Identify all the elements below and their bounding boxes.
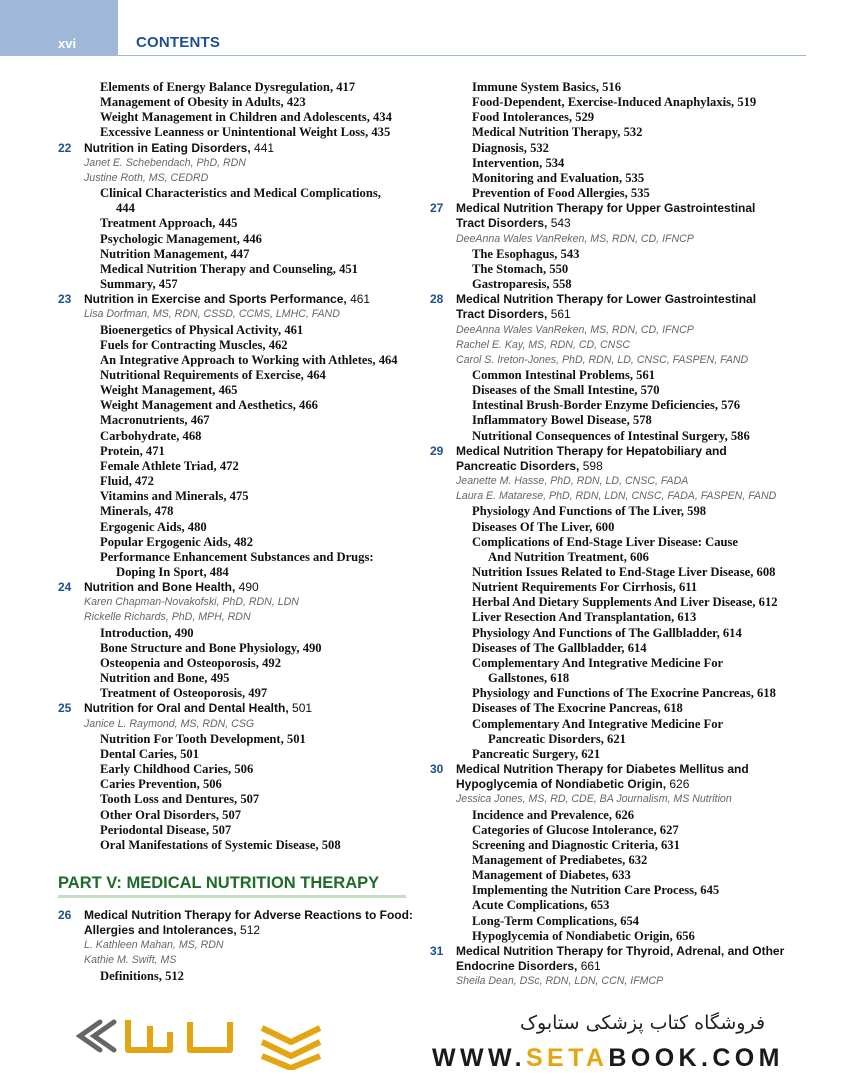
- chapter-author: DeeAnna Wales VanReken, MS, RDN, CD, IFNCP: [456, 232, 694, 245]
- toc-entry[interactable]: Ergogenic Aids, 480: [100, 519, 207, 534]
- toc-entry[interactable]: Popular Ergogenic Aids, 482: [100, 534, 254, 549]
- chapter-number: 29: [430, 443, 444, 458]
- toc-entry[interactable]: Management of Diabetes, 633: [472, 868, 631, 883]
- toc-entry[interactable]: Complementary And Integrative Medicine For: [472, 716, 724, 731]
- chapter-author: Justine Roth, MS, CEDRD: [84, 171, 209, 184]
- toc-entry[interactable]: Performance Enhancement Substances and Drugs:: [100, 549, 374, 564]
- chapter-page: 561: [547, 307, 571, 322]
- setabook-logo: [70, 1010, 245, 1076]
- chapter-title: Medical Nutrition Therapy for Hepatobiliary and: [456, 443, 727, 458]
- toc-entry[interactable]: The Stomach, 550: [472, 261, 569, 276]
- chapter-title: Hypoglycemia of Nondiabetic Origin,: [456, 777, 667, 792]
- toc-entry[interactable]: Macronutrients, 467: [100, 413, 210, 428]
- chapter-title: Allergies and Intolerances,: [84, 923, 237, 938]
- toc-entry[interactable]: Other Oral Disorders, 507: [100, 807, 242, 822]
- toc-entry[interactable]: Herbal And Dietary Supplements And Liver Disease, 612: [472, 595, 778, 610]
- toc-entry[interactable]: Treatment Approach, 445: [100, 216, 238, 231]
- toc-entry[interactable]: Management of Obesity in Adults, 423: [100, 95, 306, 110]
- toc-entry[interactable]: Intervention, 534: [472, 155, 565, 170]
- chapter-author: DeeAnna Wales VanReken, MS, RDN, CD, IFNCP: [456, 323, 694, 336]
- toc-entry[interactable]: Definitions, 512: [100, 968, 184, 983]
- toc-entry[interactable]: Pancreatic Disorders, 621: [488, 731, 626, 746]
- shop-url[interactable]: [432, 1044, 784, 1073]
- chapter-title: Endocrine Disorders,: [456, 959, 578, 974]
- toc-entry[interactable]: Vitamins and Minerals, 475: [100, 489, 249, 504]
- chapter-heading[interactable]: [58, 141, 418, 156]
- chapter-title: Medical Nutrition Therapy for Adverse Reactions to Food:: [84, 907, 413, 922]
- toc-entry[interactable]: Nutrient Requirements For Cirrhosis, 611: [472, 580, 698, 595]
- toc-entry[interactable]: Excessive Leanness or Unintentional Weight Loss, 435: [100, 125, 391, 140]
- toc-left-column: [58, 80, 418, 984]
- toc-entry[interactable]: Doping In Sport, 484: [116, 565, 229, 579]
- toc-entry[interactable]: Weight Management and Aesthetics, 466: [100, 398, 318, 413]
- toc-entry[interactable]: Common Intestinal Problems, 561: [472, 367, 656, 382]
- toc-entry[interactable]: Minerals, 478: [100, 504, 174, 519]
- chapter-heading[interactable]: [430, 307, 800, 322]
- toc-entry[interactable]: Diseases of the Small Intestine, 570: [472, 383, 660, 398]
- chapter-number: 22: [58, 140, 72, 155]
- toc-entry[interactable]: Oral Manifestations of Systemic Disease, 508: [100, 837, 341, 852]
- toc-entry[interactable]: Periodontal Disease, 507: [100, 822, 232, 837]
- toc-entry[interactable]: Monitoring and Evaluation, 535: [472, 170, 645, 185]
- toc-entry[interactable]: Nutritional Consequences of Intestinal Surgery, 586: [472, 428, 750, 443]
- toc-entry[interactable]: The Esophagus, 543: [472, 246, 580, 261]
- chapter-author: Karen Chapman-Novakofski, PhD, RDN, LDN: [84, 596, 299, 609]
- chapter-page: 543: [547, 216, 571, 231]
- part-heading: PART V: MEDICAL NUTRITION THERAPY: [58, 873, 380, 892]
- chapter-title: Nutrition and Bone Health,: [84, 580, 236, 595]
- chapter-heading[interactable]: [58, 701, 418, 716]
- chapter-author: Carol S. Ireton-Jones, PhD, RDN, LD, CNSC, FASPEN, FAND: [456, 353, 749, 366]
- chapter-author: Janice L. Raymond, MS, RDN, CSG: [84, 717, 255, 730]
- toc-entry[interactable]: Carbohydrate, 468: [100, 428, 202, 443]
- toc-entry[interactable]: Medical Nutrition Therapy and Counseling, 451: [100, 261, 358, 276]
- toc-entry[interactable]: Liver Resection And Transplantation, 613: [472, 610, 697, 625]
- toc-entry[interactable]: Introduction, 490: [100, 625, 194, 640]
- toc-entry[interactable]: Bioenergetics of Physical Activity, 461: [100, 322, 304, 337]
- toc-entry[interactable]: Caries Prevention, 506: [100, 777, 222, 792]
- chapter-page: 501: [288, 701, 313, 716]
- book-stack-icon: [256, 1018, 326, 1070]
- chapter-heading[interactable]: [430, 959, 800, 974]
- toc-entry[interactable]: Gallstones, 618: [488, 671, 570, 686]
- chapter-number: 23: [58, 292, 72, 307]
- toc-entry[interactable]: Physiology and Functions of The Exocrine Pancreas, 618: [472, 686, 776, 701]
- toc-entry[interactable]: Diseases of The Exocrine Pancreas, 618: [472, 701, 683, 716]
- chapter-number: 31: [430, 943, 444, 958]
- part-rule: [58, 895, 406, 898]
- chapter-author: L. Kathleen Mahan, MS, RDN: [84, 939, 224, 952]
- chapter-author: Laura E. Matarese, PhD, RDN, LDN, CNSC, FADA, FASPEN, FAND: [456, 490, 777, 503]
- chapter-heading[interactable]: [58, 580, 418, 595]
- chapter-heading[interactable]: [430, 944, 800, 959]
- chapter-number: 30: [430, 762, 444, 777]
- toc-entry[interactable]: Complementary And Integrative Medicine For: [472, 655, 724, 670]
- toc-entry[interactable]: Fluid, 472: [100, 474, 154, 489]
- toc-entry[interactable]: Management of Prediabetes, 632: [472, 852, 648, 867]
- toc-entry[interactable]: Protein, 471: [100, 443, 165, 458]
- chapter-number: 25: [58, 701, 72, 716]
- chapter-author: Kathie M. Swift, MS: [84, 954, 177, 967]
- chapter-heading[interactable]: [430, 201, 800, 216]
- url-highlight: SETA: [525, 1044, 609, 1072]
- toc-right-column: [430, 80, 800, 989]
- chapter-heading[interactable]: [58, 292, 418, 307]
- toc-entry[interactable]: Diseases of The Gallbladder, 614: [472, 640, 647, 655]
- chapter-author: Sheila Dean, DSc, RDN, LDN, CCN, IFMCP: [456, 975, 664, 988]
- chapter-title: Tract Disorders,: [456, 216, 548, 231]
- chapter-number: 27: [430, 201, 444, 216]
- chapter-author: Janet E. Schebendach, PhD, RDN: [84, 156, 246, 169]
- toc-entry[interactable]: Incidence and Prevalence, 626: [472, 807, 635, 822]
- toc-entry[interactable]: Clinical Characteristics and Medical Complications,: [100, 186, 381, 201]
- toc-entry[interactable]: Tooth Loss and Dentures, 507: [100, 792, 260, 807]
- chapter-title: Nutrition in Exercise and Sports Performance,: [84, 292, 347, 307]
- toc-entry[interactable]: And Nutrition Treatment, 606: [488, 549, 649, 564]
- toc-entry[interactable]: Psychologic Management, 446: [100, 231, 262, 246]
- chapter-author: Jeanette M. Hasse, PhD, RDN, LD, CNSC, FADA: [456, 475, 689, 488]
- toc-entry[interactable]: Nutrition and Bone, 495: [100, 671, 230, 686]
- toc-entry[interactable]: Diagnosis, 532: [472, 140, 549, 155]
- url-suffix: BOOK.COM: [608, 1044, 784, 1072]
- chapter-page: 490: [235, 580, 259, 595]
- chapter-title: Nutrition in Eating Disorders,: [84, 140, 251, 155]
- toc-entry[interactable]: Nutrition Management, 447: [100, 246, 250, 261]
- toc-entry[interactable]: Nutrition For Tooth Development, 501: [100, 731, 306, 746]
- toc-entry[interactable]: Hypoglycemia of Nondiabetic Origin, 656: [472, 928, 695, 943]
- toc-entry[interactable]: Female Athlete Triad, 472: [100, 458, 239, 473]
- toc-entry[interactable]: Medical Nutrition Therapy, 532: [472, 125, 643, 140]
- chapter-page: 461: [346, 292, 371, 307]
- toc-entry[interactable]: 444: [116, 201, 135, 216]
- chapter-page: 512: [236, 923, 261, 938]
- chapter-number: 28: [430, 292, 444, 307]
- url-prefix: WWW.: [432, 1044, 526, 1072]
- toc-entry[interactable]: Diseases Of The Liver, 600: [472, 519, 615, 534]
- logo-glyph-path: [128, 1020, 230, 1050]
- toc-entry[interactable]: Elements of Energy Balance Dysregulation, 417: [100, 80, 356, 94]
- chapter-heading[interactable]: [430, 292, 800, 307]
- chapter-author: Rachel E. Kay, MS, RDN, CD, CNSC: [456, 338, 631, 351]
- chapter-title: Medical Nutrition Therapy for Lower Gastrointestinal: [456, 292, 757, 307]
- toc-entry[interactable]: Weight Management in Children and Adolescents, 434: [100, 110, 392, 125]
- chapter-title: Nutrition for Oral and Dental Health,: [84, 701, 289, 716]
- toc-entry[interactable]: Fuels for Contracting Muscles, 462: [100, 337, 288, 352]
- toc-entry[interactable]: Inflammatory Bowel Disease, 578: [472, 413, 652, 428]
- page-number: xvi: [58, 36, 77, 51]
- chapter-title: Medical Nutrition Therapy for Upper Gastrointestinal: [456, 201, 756, 216]
- chapter-author: Rickelle Richards, PhD, MPH, RDN: [84, 611, 251, 624]
- chapter-title: Medical Nutrition Therapy for Diabetes Mellitus and: [456, 762, 749, 777]
- header-rule: [118, 55, 806, 56]
- toc-entry[interactable]: Food Intolerances, 529: [472, 110, 595, 125]
- toc-entry[interactable]: Early Childhood Caries, 506: [100, 762, 254, 777]
- chapter-title: Tract Disorders,: [456, 307, 548, 322]
- toc-entry[interactable]: Dental Caries, 501: [100, 746, 199, 761]
- toc-entry[interactable]: Physiology And Functions of The Gallbladder, 614: [472, 625, 742, 640]
- chapter-heading[interactable]: [58, 908, 418, 923]
- chapter-author: Lisa Dorfman, MS, RDN, CSSD, CCMS, LMHC, FAND: [84, 308, 340, 321]
- chapter-number: 24: [58, 580, 72, 595]
- chapter-heading[interactable]: [430, 762, 800, 777]
- chapter-page: 626: [666, 777, 690, 792]
- chapter-heading[interactable]: [58, 923, 418, 938]
- toc-entry[interactable]: Acute Complications, 653: [472, 898, 610, 913]
- page-title: CONTENTS: [136, 34, 221, 51]
- toc-entry[interactable]: Treatment of Osteoporosis, 497: [100, 686, 268, 701]
- toc-entry[interactable]: Intestinal Brush-Border Enzyme Deficiencies, 576: [472, 398, 741, 413]
- toc-entry[interactable]: Physiology And Functions of The Liver, 598: [472, 504, 707, 519]
- chapter-heading[interactable]: [430, 459, 800, 474]
- chapter-page: 661: [577, 959, 601, 974]
- toc-entry[interactable]: Categories of Glucose Intolerance, 627: [472, 822, 679, 837]
- chapter-page: 441: [250, 140, 275, 155]
- chapter-heading[interactable]: [430, 216, 800, 231]
- toc-entry[interactable]: Complications of End-Stage Liver Disease: Cause: [472, 534, 738, 549]
- toc-entry[interactable]: Weight Management, 465: [100, 383, 238, 398]
- toc-entry[interactable]: Prevention of Food Allergies, 535: [472, 186, 650, 201]
- toc-entry[interactable]: Gastroparesis, 558: [472, 277, 572, 292]
- chapter-title: Medical Nutrition Therapy for Thyroid, Adrenal, and Other: [456, 943, 785, 958]
- toc-entry[interactable]: Osteopenia and Osteoporosis, 492: [100, 655, 281, 670]
- toc-entry[interactable]: Pancreatic Surgery, 621: [472, 746, 601, 761]
- shop-name: فروشگاه کتاب پزشکی ستابوک: [520, 1012, 766, 1034]
- chapter-author: Jessica Jones, MS, RD, CDE, BA Journalism, MS Nutrition: [456, 793, 732, 806]
- part-heading-block: [58, 873, 418, 898]
- toc-entry[interactable]: Summary, 457: [100, 277, 178, 292]
- chapter-heading[interactable]: [430, 444, 800, 459]
- toc-entry[interactable]: Nutritional Requirements of Exercise, 464: [100, 367, 326, 382]
- toc-entry[interactable]: Screening and Diagnostic Criteria, 631: [472, 837, 680, 852]
- toc-entry[interactable]: Long-Term Complications, 654: [472, 913, 640, 928]
- toc-entry[interactable]: An Integrative Approach to Working with Athletes, 464: [100, 352, 398, 367]
- toc-entry[interactable]: Bone Structure and Bone Physiology, 490: [100, 640, 322, 655]
- chapter-number: 26: [58, 907, 72, 922]
- chapter-title: Pancreatic Disorders,: [456, 458, 580, 473]
- chapter-heading[interactable]: [430, 777, 800, 792]
- toc-entry[interactable]: Nutrition Issues Related to End-Stage Liver Disease, 608: [472, 565, 776, 579]
- toc-entry[interactable]: Immune System Basics, 516: [472, 80, 622, 94]
- toc-entry[interactable]: Implementing the Nutrition Care Process, 645: [472, 883, 720, 898]
- toc-entry[interactable]: Food-Dependent, Exercise-Induced Anaphylaxis, 519: [472, 95, 757, 110]
- chapter-page: 598: [579, 458, 603, 473]
